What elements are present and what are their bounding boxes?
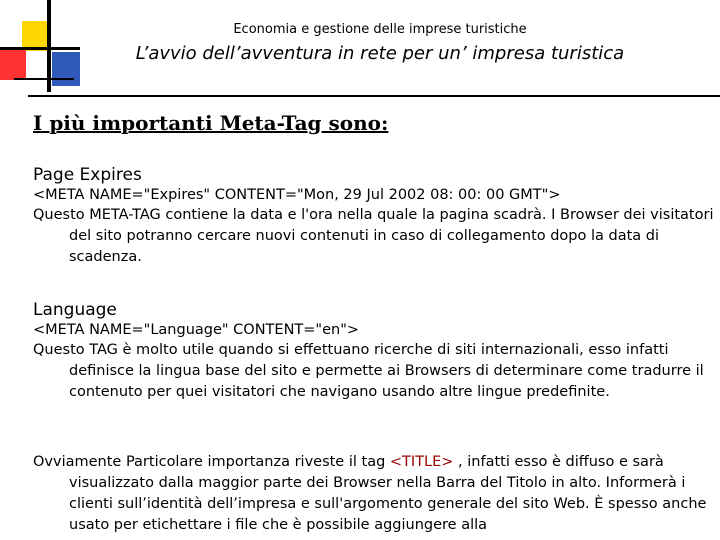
section-description [33, 452, 718, 536]
text-before-tag: Ovviamente Particolare importanza riveste il tag [33, 454, 390, 470]
slide-subtitle: Economia e gestione delle imprese turistiche [233, 22, 527, 37]
title-tag-code: <TITLE> [389, 454, 454, 470]
section-title: Language [33, 300, 117, 320]
slide-title: L’avvio dell’avventura in rete per un’ impresa turistica [135, 43, 625, 64]
section-title: Page Expires [33, 165, 142, 185]
text-after-tag: , infatti esso è diffuso e sarà visualizzato dalla maggior parte dei Browser nella Barra del Titolo in alto. Informerà i clienti sull’identità dell’impresa e sull'argomento generale del sito Web. È spesso anche usato per etichettare i file che è possibile aggiungere alla [69, 454, 707, 533]
section-description: Questo TAG è molto utile quando si effettuano ricerche di siti internazionali, esso infatti definisce la lingua base del sito e permette ai Browsers di determinare come tradurre il contenuto per quei visitatori che navigano usando altre lingue predefinite. [33, 342, 704, 400]
decor-horizontal-line-lower [14, 78, 74, 80]
section-title-tag [33, 452, 718, 536]
meta-tag-code: <META NAME="Expires" CONTENT="Mon, 29 Jul 2002 08: 00: 00 GMT"> [33, 187, 561, 203]
decor-horizontal-line [0, 47, 80, 50]
decor-red-square [0, 48, 26, 80]
meta-tag-code: <META NAME="Language" CONTENT="en"> [33, 322, 360, 338]
section-heading: I più importanti Meta-Tag sono: [33, 111, 389, 135]
section-description: Questo META-TAG contiene la data e l'ora nella quale la pagina scadrà. I Browser dei visitatori del sito potranno cercare nuovi contenuti in caso di collegamento dopo la data di scadenza. [33, 207, 714, 265]
decor-blue-square [52, 52, 80, 86]
section-language [33, 299, 718, 403]
section-page-expires [33, 164, 718, 268]
header-divider [28, 95, 720, 97]
